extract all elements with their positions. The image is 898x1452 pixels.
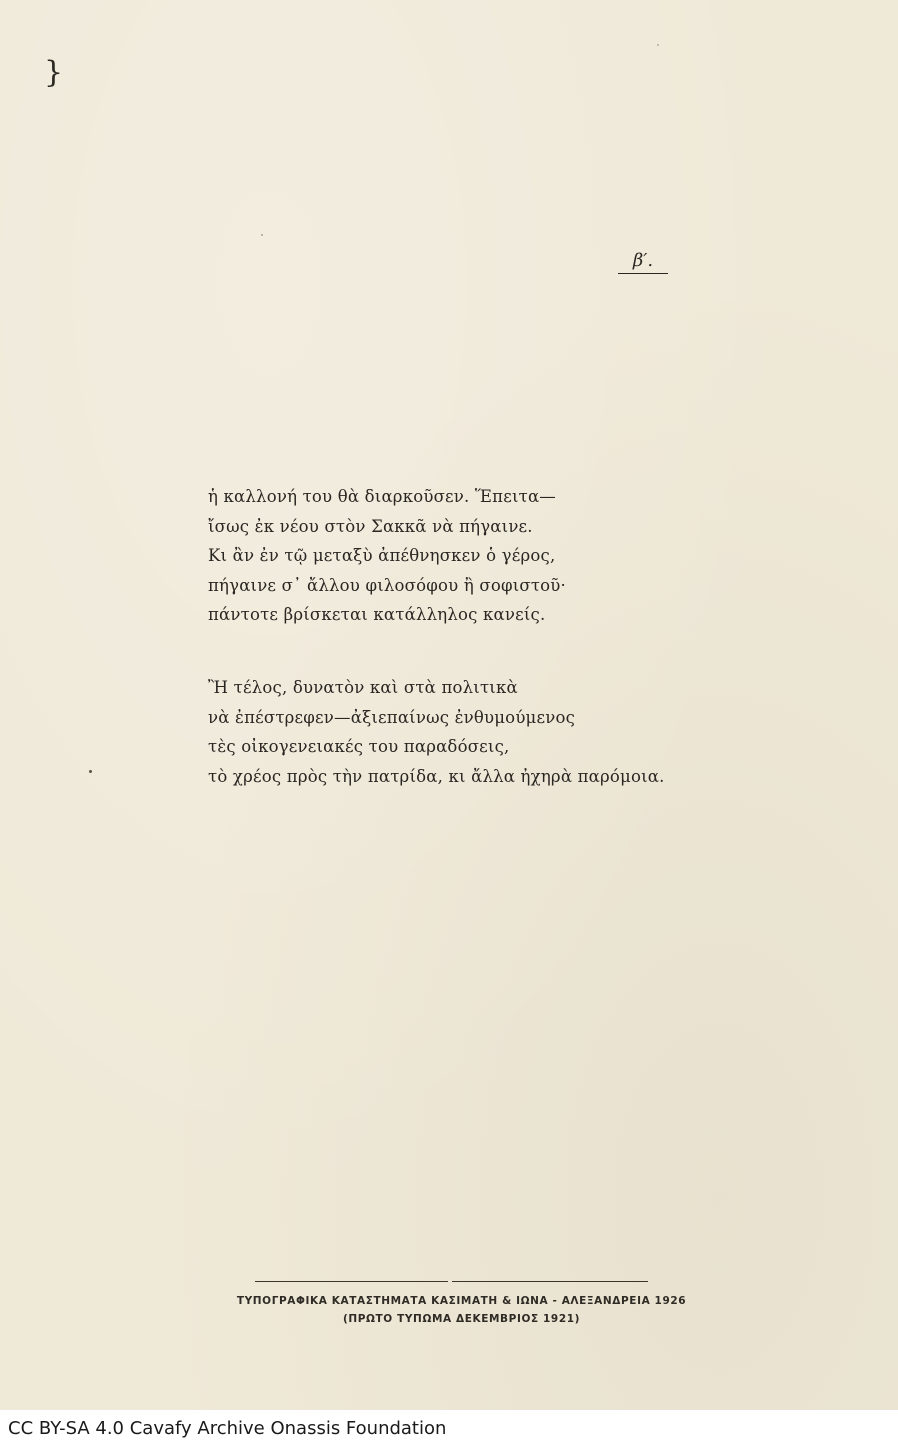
poem-stanza-2 bbox=[208, 673, 665, 791]
poem-line: τὲς οἰκογενειακές του παραδόσεις, bbox=[208, 737, 510, 756]
colophon-rule-left bbox=[255, 1281, 448, 1282]
colophon-first-printing-line: (ΠΡΩΤΟ ΤΥΠΩΜΑ ΔΕΚΕΜΒΡΙΟΣ 1921) bbox=[342, 1313, 581, 1325]
poem-line: νὰ ἐπέστρεφεν—ἀξιεπαίνως ἐνθυμούμενος bbox=[208, 707, 576, 727]
page-number: β′. bbox=[618, 250, 668, 274]
poem-line: τὸ χρέος πρὸς τὴν πατρίδα, κι ἄλλα ἠχηρὰ παρόμοια. bbox=[208, 766, 665, 786]
paper-speck bbox=[261, 234, 263, 236]
poem-line: ἡ καλλονή του θὰ διαρκοῦσεν. Ἕπειτα— bbox=[208, 487, 557, 506]
paper-speck bbox=[657, 44, 659, 46]
poem-line: Κι ἂν ἐν τῷ μεταξὺ ἀπέθνησκεν ὁ γέρος, bbox=[208, 546, 556, 565]
colophon-printer-line: ΤΥΠΟΓΡΑΦΙΚΑ ΚΑΤΑΣΤΗΜΑΤΑ ΚΑΣΙΜΑΤΗ & ΙΩΝΑ - ΑΛΕΞΑΝΔΡΕΙΑ 1926 bbox=[236, 1295, 687, 1307]
poem-line: πήγαινε σ᾽ ἄλλου φιλοσόφου ἢ σοφιστοῦ· bbox=[208, 575, 566, 595]
paper-speck bbox=[89, 770, 92, 773]
poem-stanza-1 bbox=[208, 482, 566, 630]
corner-bracket-mark: } bbox=[44, 55, 64, 90]
colophon-rule-right bbox=[452, 1281, 648, 1282]
poem-line: Ἢ τέλος, δυνατὸν καὶ στὰ πολιτικὰ bbox=[208, 678, 518, 697]
poem-line: πάντοτε βρίσκεται κατάλληλος κανείς. bbox=[208, 605, 546, 624]
license-credit: CC BY-SA 4.0 Cavafy Archive Onassis Foundation bbox=[8, 1418, 447, 1439]
poem-line: ἴσως ἐκ νέου στὸν Σακκᾶ νὰ πήγαινε. bbox=[208, 516, 533, 536]
